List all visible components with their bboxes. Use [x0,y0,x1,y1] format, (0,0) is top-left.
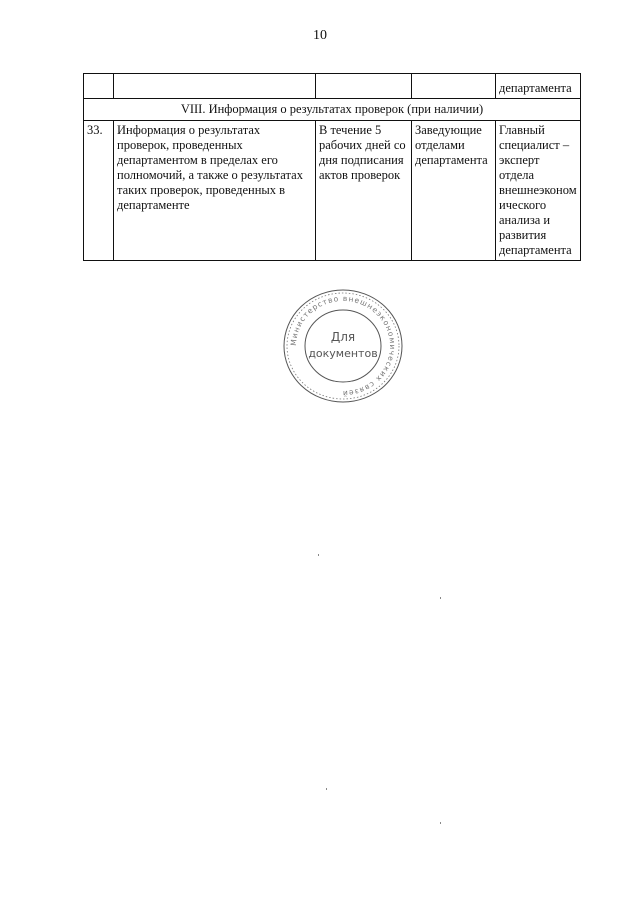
stamp-ring-text: Министерство внешнеэкономических связей [288,293,398,399]
table-section-row [84,99,581,121]
scan-speck [318,554,319,556]
cell-info [114,74,316,99]
cell-period [316,74,412,99]
table-row [84,121,581,261]
stamp-center-line1: Для [330,330,356,344]
cell-responsible [412,74,496,99]
stamp-seal [282,288,404,404]
stamp-center-line2: документов [308,347,378,360]
row-info: Информация о результатах проверок, проведенных департаментом в пределах его полномочий, а также о результатах таких проверок, проведенных в департаменте [114,121,316,261]
row-responsible: Заведующие отделами департамента [412,121,496,261]
document-table [83,73,581,261]
table-row-continuation [84,74,581,99]
scan-speck [440,597,441,599]
row-executor: Главный специалист – эксперт отдела внешнеэконом ического анализа и развития департамента [496,121,581,261]
scan-speck [440,822,441,824]
page-number: 10 [313,28,327,43]
row-period: В течение 5 рабочих дней со дня подписания актов проверок [316,121,412,261]
section-heading: VIII. Информация о результатах проверок (при наличии) [84,99,581,121]
cell-executor: департамента [496,74,581,99]
row-number: 33. [84,121,114,261]
scan-speck [326,788,327,790]
cell-num [84,74,114,99]
